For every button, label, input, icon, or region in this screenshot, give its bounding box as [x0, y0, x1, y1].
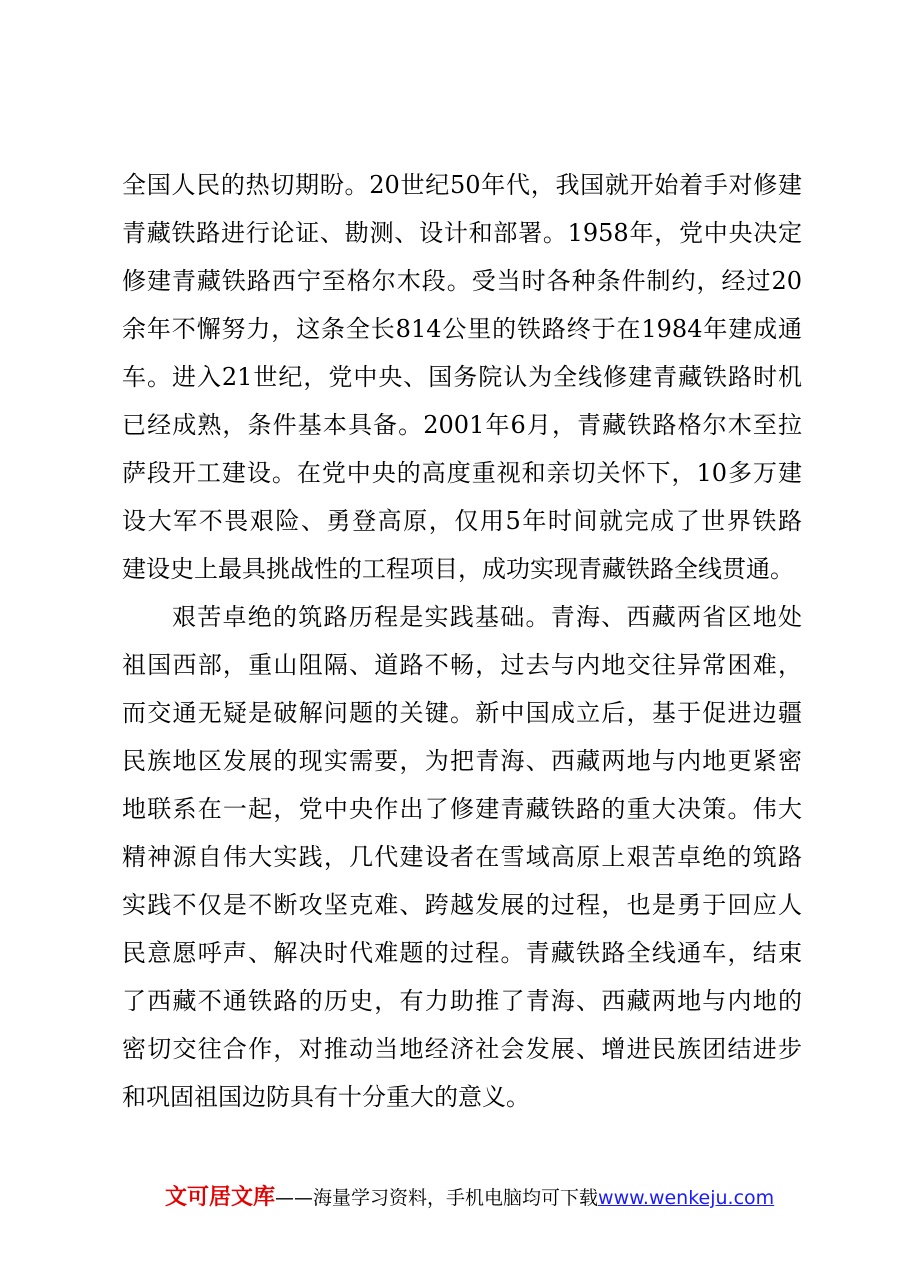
text-line: 修建青藏铁路西宁至格尔木段。受当时各种条件制约，经过20 [122, 267, 802, 295]
text-line: 萨段开工建设。在党中央的高度重视和亲切关怀下，10多万建 [122, 459, 802, 487]
footer-url-link[interactable]: www.wenkeju.com [598, 1187, 775, 1209]
text-line: 了西藏不通铁路的历史，有力助推了青海、西藏两地与内地的 [122, 987, 802, 1015]
text-line: 密切交往合作，对推动当地经济社会发展、增进民族团结进步 [122, 1035, 802, 1063]
text-line: 全国人民的热切期盼。20世纪50年代，我国就开始着手对修建 [122, 171, 802, 199]
paragraph-1 [122, 161, 802, 593]
footer-banner [165, 1183, 774, 1213]
text-line: 艰苦卓绝的筑路历程是实践基础。青海、西藏两省区地处 [172, 603, 802, 631]
paragraph-2 [122, 593, 802, 1121]
text-line: 实践不仅是不断攻坚克难、跨越发展的过程，也是勇于回应人 [122, 891, 802, 919]
footer-tagline: ——海量学习资料，手机电脑均可下载 [275, 1187, 599, 1209]
text-line: 民意愿呼声、解决时代难题的过程。青藏铁路全线通车，结束 [122, 939, 802, 967]
text-line: 余年不懈努力，这条全长814公里的铁路终于在1984年建成通 [122, 315, 802, 343]
footer-brand: 文可居文库 [165, 1185, 276, 1210]
text-line: 和巩固祖国边防具有十分重大的意义。 [122, 1083, 530, 1111]
text-line: 设大军不畏艰险、勇登高原，仅用5年时间就完成了世界铁路 [122, 507, 802, 535]
text-line: 祖国西部，重山阻隔、道路不畅，过去与内地交往异常困难， [122, 651, 802, 679]
text-line: 精神源自伟大实践，几代建设者在雪域高原上艰苦卓绝的筑路 [122, 843, 802, 871]
text-line: 青藏铁路进行论证、勘测、设计和部署。1958年，党中央决定 [122, 219, 802, 247]
document-body [122, 161, 802, 1121]
text-line: 已经成熟，条件基本具备。2001年6月，青藏铁路格尔木至拉 [122, 411, 802, 439]
text-line: 建设史上最具挑战性的工程项目，成功实现青藏铁路全线贯通。 [122, 555, 794, 583]
text-line: 而交通无疑是破解问题的关键。新中国成立后，基于促进边疆 [122, 699, 802, 727]
text-line: 民族地区发展的现实需要，为把青海、西藏两地与内地更紧密 [122, 747, 802, 775]
text-line: 地联系在一起，党中央作出了修建青藏铁路的重大决策。伟大 [122, 795, 802, 823]
text-line: 车。进入21世纪，党中央、国务院认为全线修建青藏铁路时机 [122, 363, 802, 391]
